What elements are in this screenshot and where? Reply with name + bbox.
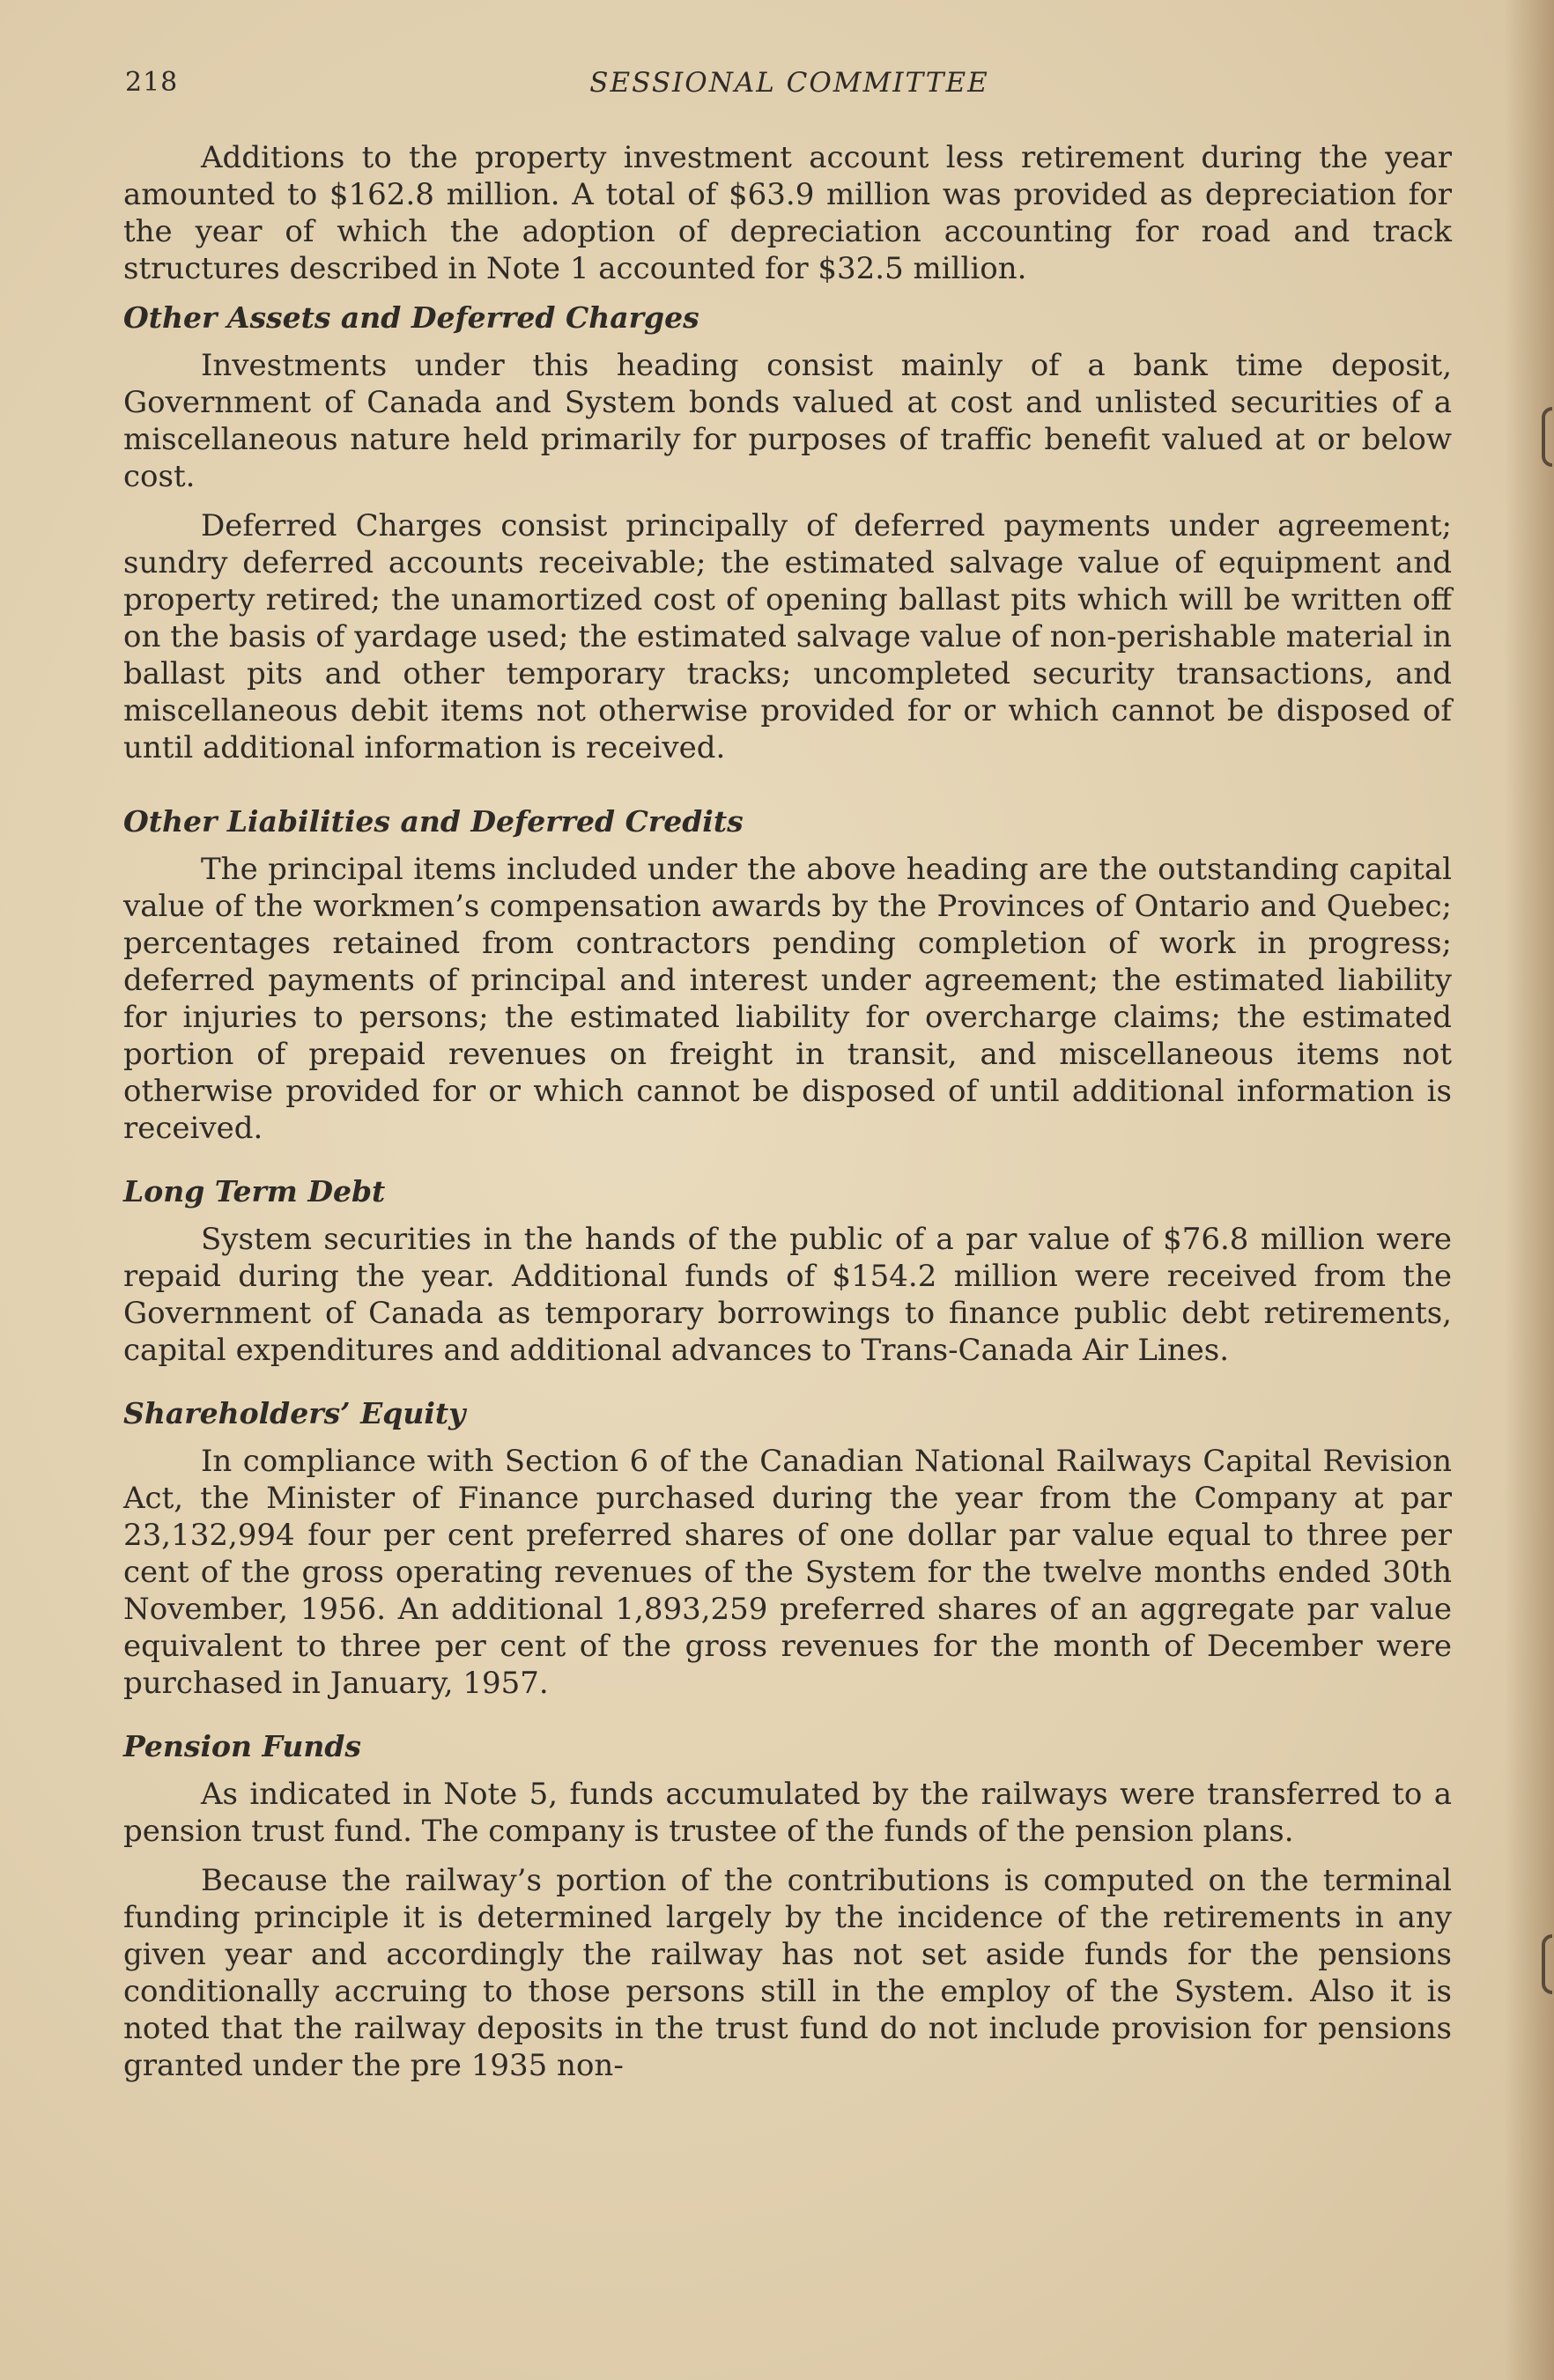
paragraph: Additions to the property investment account less retirement during the year amounted to $162.8 million. A total of $63.9 million was provided as depreciation for the year of which the adoption of depreciation accounting for road and track structures described in Note 1 accounted for $32.5 million. xyxy=(123,140,1452,286)
paragraph: System securities in the hands of the public of a par value of $76.8 million were repaid during the year. Additional funds of $154.2 million were received from the Government of Canada as temporary borrowings to finance public debt retirements, capital expenditures and additional advances to Trans-Canada Air Lines. xyxy=(123,1222,1452,1368)
section-heading: Long Term Debt xyxy=(123,1174,386,1208)
paragraph: Deferred Charges consist principally of deferred payments under agreement; sundry deferred accounts receivable; the estimated salvage value of equipment and property retired; the unamortized cost of opening ballast pits which will be written off on the basis of yardage used; the estimated salvage value of non-perishable material in ballast pits and other temporary tracks; uncompleted security transactions, and miscellaneous debit items not otherwise provided for or which cannot be disposed of until additional information is received. xyxy=(123,508,1452,765)
paragraph: The principal items included under the above heading are the outstanding capital value of the workmen’s compensation awards by the Provinces of Ontario and Quebec; percentages retained from contractors pending completion of work in progress; deferred payments of principal and interest under agreement; the estimated liability for injuries to persons; the estimated liability for overcharge claims; the estimated portion of prepaid revenues on freight in transit, and miscellaneous items not otherwise provided for or which cannot be disposed of until additional information is received. xyxy=(123,852,1452,1146)
page-header xyxy=(125,67,1454,106)
section-heading: Other Liabilities and Deferred Credits xyxy=(123,804,744,839)
section-heading: Shareholders’ Equity xyxy=(123,1396,466,1430)
section-other-assets xyxy=(123,299,1452,766)
section-heading: Pension Funds xyxy=(123,1729,362,1763)
section-pension-funds xyxy=(123,1728,1452,2084)
running-head: SESSIONAL COMMITTEE xyxy=(589,67,989,99)
paragraph: In compliance with Section 6 of the Canadian National Railways Capital Revision Act, the Minister of Finance purchased during the year from the Company at par 23,132,994 four per cent preferred shares of one dollar par value equal to three per cent of the gross operating revenues of the System for the twelve months ended 30th November, 1956. An additional 1,893,259 preferred shares of an aggregate par value equivalent to three per cent of the gross revenues for the month of December were purchased in January, 1957. xyxy=(123,1444,1452,1701)
section-other-liabilities xyxy=(123,803,1452,1147)
paragraph: Investments under this heading consist mainly of a bank time deposit, Government of Canada and System bonds valued at cost and unlisted securities of a miscellaneous nature held primarily for purposes of traffic benefit valued at or below cost. xyxy=(123,348,1452,494)
margin-bracket-mark xyxy=(1542,407,1552,467)
page-body xyxy=(123,139,1452,2096)
section-property-investment xyxy=(123,139,1452,287)
section-long-term-debt xyxy=(123,1173,1452,1369)
page-number: 218 xyxy=(125,67,179,98)
margin-bracket-mark xyxy=(1542,1934,1552,1994)
section-heading: Other Assets and Deferred Charges xyxy=(123,300,699,335)
paragraph: Because the railway’s portion of the contributions is computed on the terminal funding principle it is determined largely by the incidence of the retirements in any given year and accordingly the railway has not set aside funds for the pensions conditionally accruing to those persons still in the employ of the System. Also it is noted that the railway deposits in the trust fund do not include provision for pensions granted under the pre 1935 non- xyxy=(123,1863,1452,2083)
paragraph: As indicated in Note 5, funds accumulated by the railways were transferred to a pension trust fund. The company is trustee of the funds of the pension plans. xyxy=(123,1777,1452,1849)
page-edge-shadow xyxy=(1505,0,1554,2380)
section-shareholders-equity xyxy=(123,1395,1452,1702)
